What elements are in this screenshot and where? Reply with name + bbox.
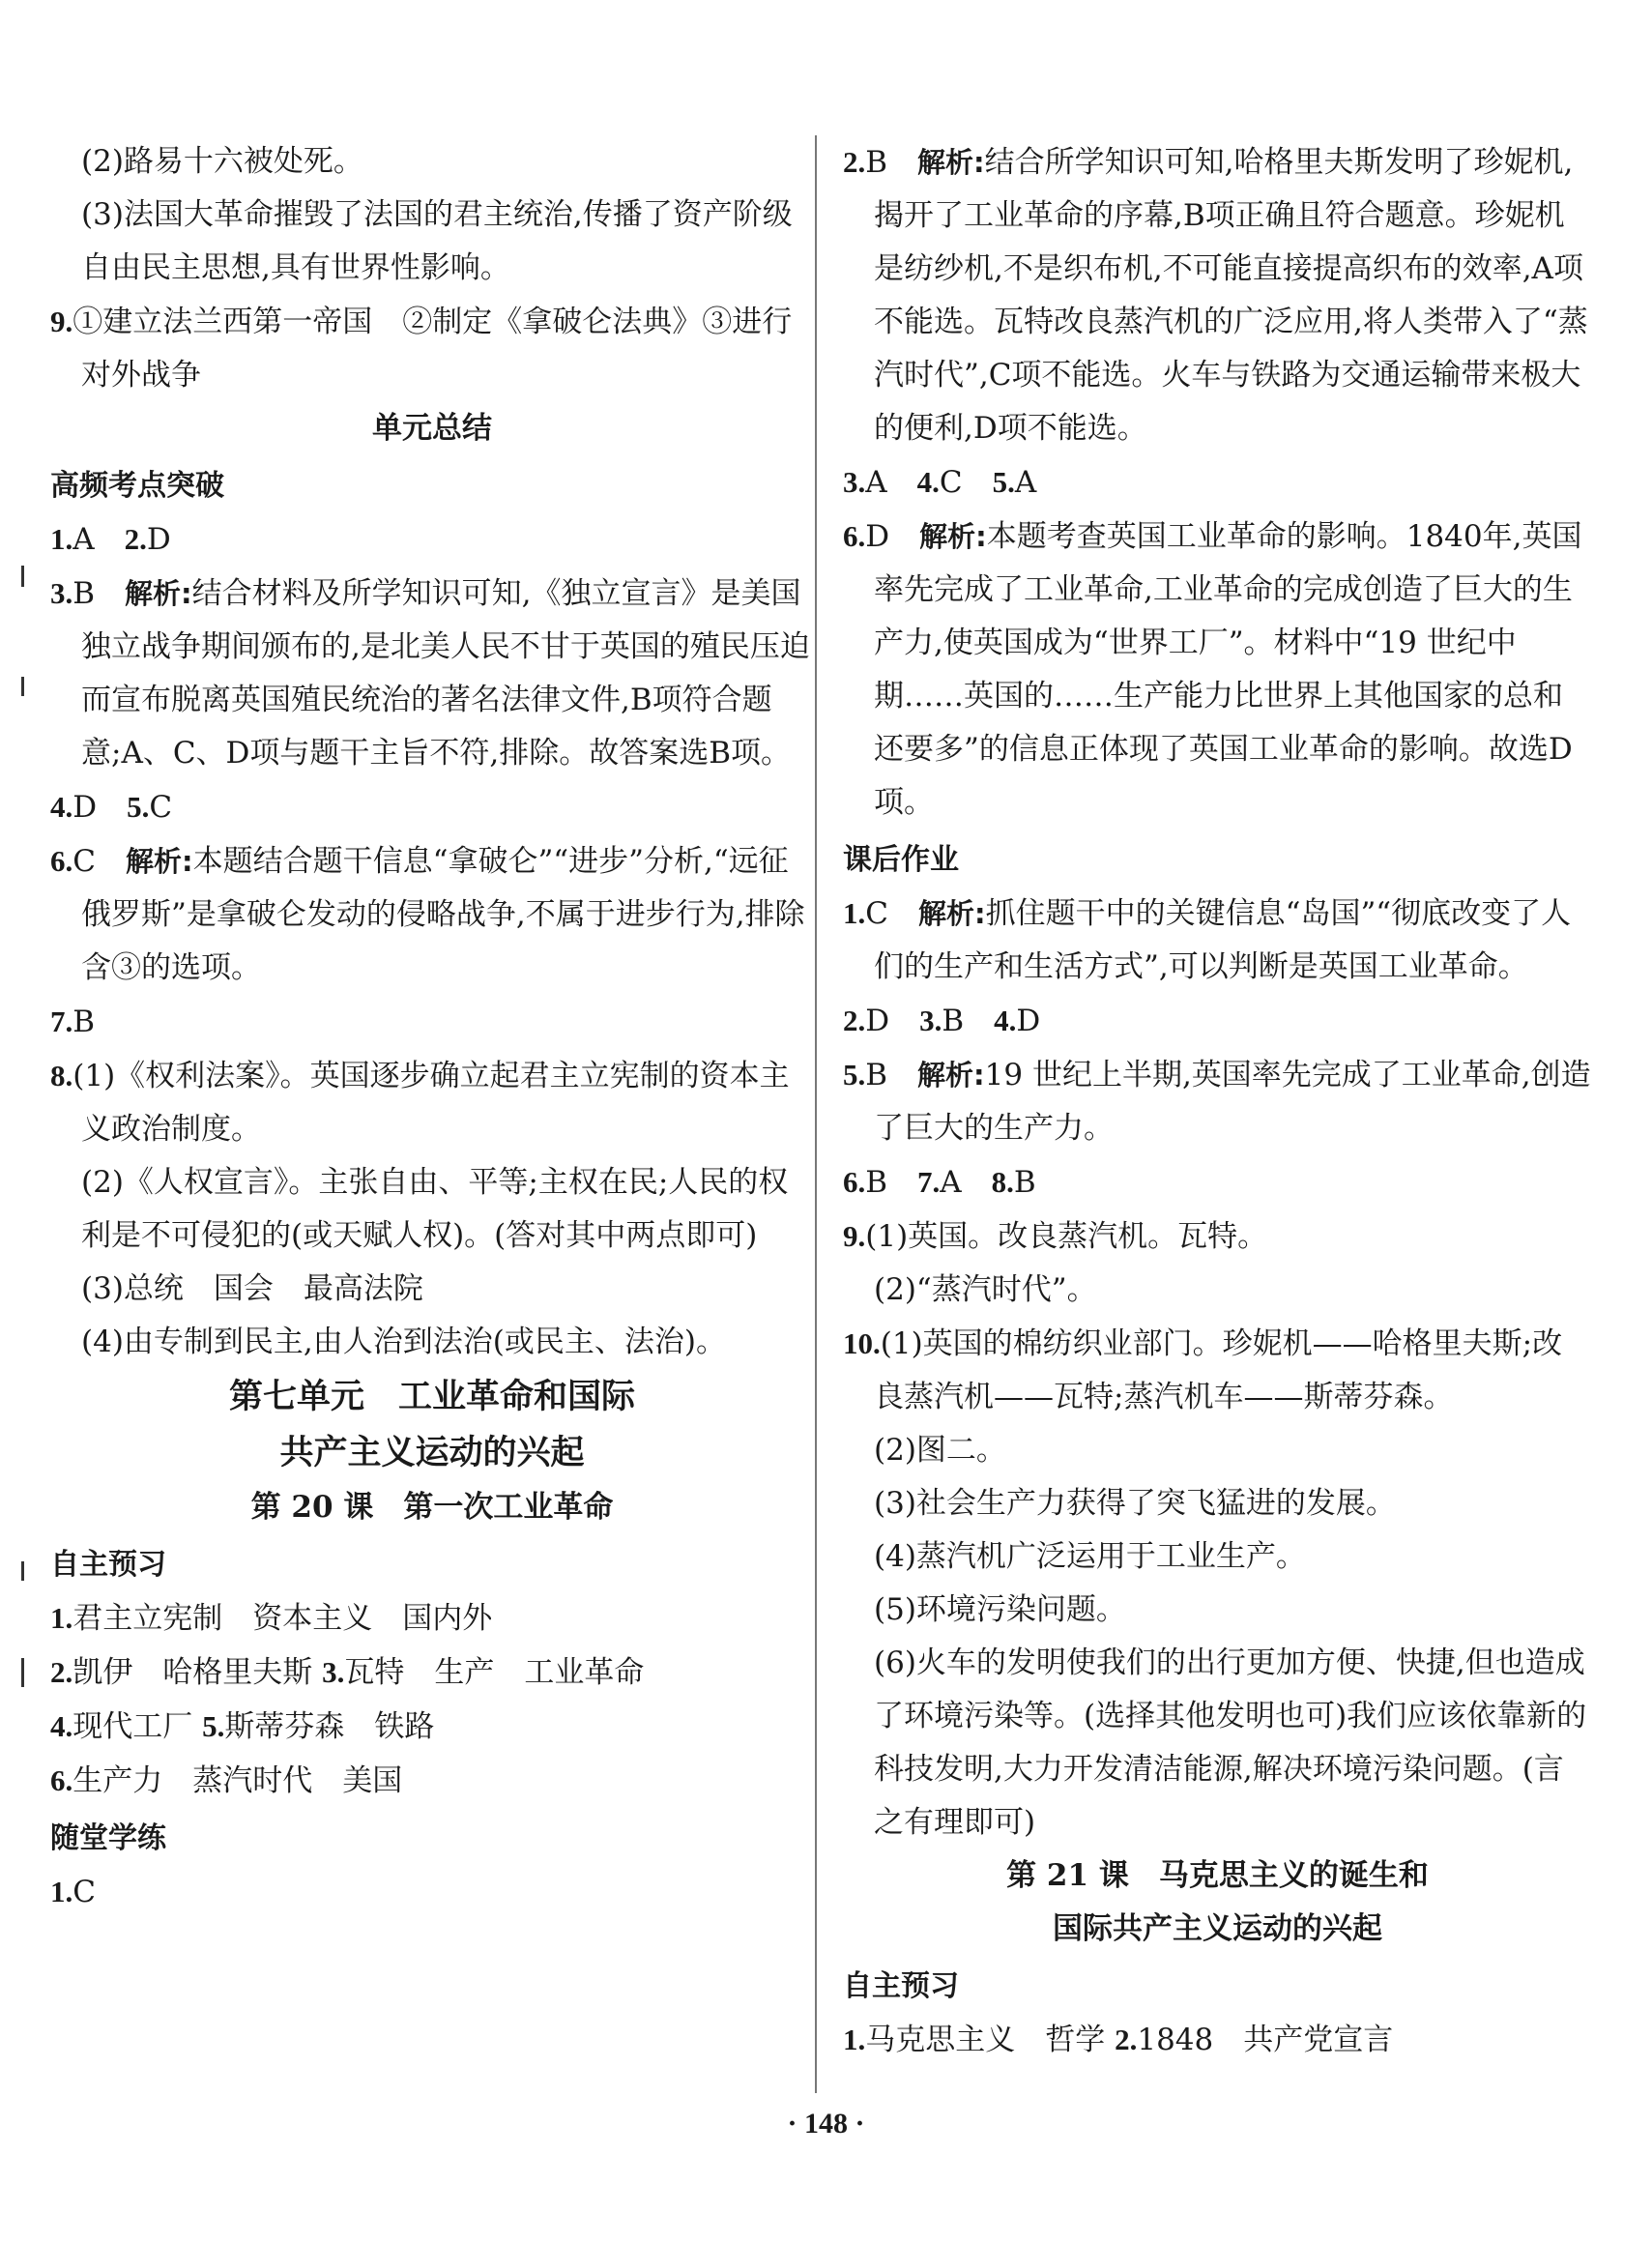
margin-mark <box>21 1658 24 1687</box>
answer-text: 现代工厂 <box>72 1709 203 1744</box>
answer-item <box>843 994 1592 1048</box>
margin-mark <box>21 677 24 696</box>
answer-text: (2)“蒸汽时代”。 <box>874 1272 1097 1307</box>
answer-text: D <box>146 522 171 557</box>
question-number: 6. <box>50 844 73 878</box>
question-number: 5. <box>992 465 1015 499</box>
answer-text: C <box>939 465 993 500</box>
answer-item <box>843 1048 1592 1155</box>
answer-item <box>50 1700 814 1754</box>
question-number: 8. <box>50 1059 73 1092</box>
answer-text: (3)总统 国会 最高法院 <box>81 1271 423 1306</box>
question-number: 2. <box>124 522 147 556</box>
answer-text: (2)图二。 <box>874 1433 1006 1468</box>
question-number: 4. <box>50 1709 73 1743</box>
answer-text: 凯伊 哈格里夫斯 <box>72 1655 323 1690</box>
analysis-label: 解析: <box>125 845 193 878</box>
answer-text: (1)英国的棉纺织业部门。珍妮机——哈格里夫斯;改良蒸汽机——瓦特;蒸汽机车——斯蒂芬森。 <box>874 1326 1563 1414</box>
subsection-heading: 自主预习 <box>50 1548 166 1582</box>
question-number: 2. <box>843 1004 866 1037</box>
answer-text: D <box>865 1004 920 1038</box>
unit-title: 第七单元 工业革命和国际 <box>228 1377 635 1416</box>
question-number: 5. <box>843 1058 866 1092</box>
subsection-heading: 随堂学练 <box>50 1821 166 1855</box>
answer-item <box>843 1155 1592 1209</box>
answer-item <box>50 1754 814 1808</box>
answer-text: A <box>940 1165 992 1200</box>
question-number: 6. <box>50 1763 73 1797</box>
answer-text: 本题考查英国工业革命的影响。1840年,英国率先完成了工业革命,工业革命的完成创造了巨大的生产力,使英国成为“世界工厂”。材料中“19 世纪中期……英国的……生产能力比世界上其他国家的总和还要多”的信息正体现了英国工业革命的影响。故选D项。 <box>874 519 1582 820</box>
answer-item <box>50 834 814 995</box>
question-number: 1. <box>843 2023 866 2056</box>
answer-text: 结合所学知识可知,哈格里夫斯发明了珍妮机,揭开了工业革命的序幕,B项正确且符合题意。珍妮机是纺纱机,不是织布机,不可能直接提高织布的效率,A项不能选。瓦特改良蒸汽机的广泛应用,将人类带入了“蒸汽时代”,C项不能选。火车与铁路为交通运输带来极大的便利,D项不能选。 <box>874 145 1588 446</box>
answer-item <box>50 995 814 1049</box>
answer-text: (3)法国大革命摧毁了法国的君主统治,传播了资产阶级自由民主思想,具有世界性影响。 <box>81 197 793 285</box>
question-number: 4. <box>916 465 940 499</box>
answer-item <box>843 510 1592 830</box>
answer-item <box>50 1865 814 1919</box>
answer-text: 抓住题干中的关键信息“岛国”“彻底改变了人们的生产和生活方式”,可以判断是英国工业革命。 <box>874 896 1572 984</box>
answer-text: B <box>72 1005 96 1039</box>
answer-text: (2)《人权宣言》。主张自由、平等;主权在民;人民的权利是不可侵犯的(或天赋人权)。(答对其中两点即可) <box>81 1165 789 1253</box>
answer-text: A <box>865 465 917 500</box>
answer-item <box>843 1209 1592 1264</box>
answer-text: C <box>72 1875 96 1909</box>
answer-item <box>843 887 1592 994</box>
answer-text: D <box>1016 1004 1041 1038</box>
question-number: 1. <box>843 896 866 930</box>
question-number: 1. <box>50 1875 73 1908</box>
subsection-heading: 高频考点突破 <box>50 469 224 503</box>
answer-item <box>843 2013 1592 2067</box>
answer-text: B <box>865 145 918 180</box>
answer-text: A <box>72 522 125 557</box>
left-column <box>50 135 814 1919</box>
answer-text: C <box>865 896 918 931</box>
answer-text: 结合材料及所学知识可知,《独立宣言》是美国独立战争期间颁布的,是北美人民不甘于英国的殖民压迫而宣布脱离英国殖民统治的著名法律文件,B项符合题意;A、C、D项与题干主旨不符,排除。故答案选B项。 <box>81 576 810 771</box>
answer-text: B <box>1013 1165 1036 1200</box>
answer-text: D <box>865 519 920 554</box>
question-number: 1. <box>50 522 73 556</box>
answer-text: (2)路易十六被处死。 <box>81 144 363 179</box>
question-number: 2. <box>843 145 866 179</box>
question-number: 1. <box>50 1601 73 1635</box>
answer-text: B <box>865 1058 918 1092</box>
question-number: 3. <box>843 465 866 499</box>
question-number: 2. <box>1115 2023 1138 2056</box>
answer-item <box>50 1645 814 1700</box>
question-number: 10. <box>843 1326 881 1360</box>
answer-text: (1)英国。改良蒸汽机。瓦特。 <box>865 1219 1268 1254</box>
section-title: 国际共产主义运动的兴起 <box>1053 1911 1382 1946</box>
answer-text: 19 世纪上半期,英国率先完成了工业革命,创造了巨大的生产力。 <box>874 1058 1591 1146</box>
question-number: 8. <box>991 1165 1014 1199</box>
answer-text: B <box>942 1004 995 1038</box>
page-number: · 148 · <box>787 2108 865 2140</box>
answer-text: (4)蒸汽机广泛运用于工业生产。 <box>874 1539 1306 1574</box>
answer-text: (5)环境污染问题。 <box>874 1592 1126 1627</box>
answer-text: 君主立宪制 资本主义 国内外 <box>72 1601 493 1636</box>
question-number: 6. <box>843 1165 866 1199</box>
answer-item <box>843 1317 1592 1424</box>
question-number: 2. <box>50 1655 73 1689</box>
answer-item <box>50 567 814 780</box>
analysis-label: 解析: <box>919 520 987 553</box>
question-number: 5. <box>202 1709 225 1743</box>
question-number: 3. <box>322 1655 345 1689</box>
question-number: 7. <box>50 1005 73 1038</box>
answer-text: (1)《权利法案》。英国逐步确立起君主立宪制的资本主义政治制度。 <box>72 1059 790 1147</box>
margin-mark <box>21 1561 24 1581</box>
answer-text: ①建立法兰西第一帝国 ②制定《拿破仑法典》③进行对外战争 <box>72 305 793 393</box>
answer-item <box>50 512 814 567</box>
section-title: 第 20 课 第一次工业革命 <box>250 1490 614 1525</box>
section-title: 第 21 课 马克思主义的诞生和 <box>1006 1858 1429 1893</box>
answer-text: C <box>149 790 173 825</box>
answer-text: 本题结合题干信息“拿破仑”“进步”分析,“远征俄罗斯”是拿破仑发动的侵略战争,不属于进步行为,排除含③的选项。 <box>81 844 805 985</box>
answer-text: 1848 共产党宣言 <box>1137 2023 1394 2057</box>
margin-mark <box>21 566 24 587</box>
answer-text: 斯蒂芬森 铁路 <box>224 1709 435 1744</box>
answer-text: B <box>72 576 126 611</box>
answer-text: B <box>865 1165 918 1200</box>
analysis-label: 解析: <box>125 577 192 610</box>
question-number: 7. <box>917 1165 941 1199</box>
question-number: 9. <box>50 305 73 338</box>
answer-text: (6)火车的发明使我们的出行更加方便、快捷,但也造成了环境污染等。(选择其他发明也可)我们应该依靠新的科技发明,大力开发清洁能源,解决环境污染问题。(言之有理即可) <box>874 1645 1587 1840</box>
answer-item <box>50 780 814 834</box>
question-number: 6. <box>843 519 866 553</box>
question-number: 4. <box>994 1004 1017 1037</box>
answer-item <box>50 1049 814 1156</box>
right-column <box>843 135 1592 2067</box>
question-number: 9. <box>843 1219 866 1253</box>
subsection-heading: 课后作业 <box>843 843 959 877</box>
answer-text: C <box>72 844 126 879</box>
answer-text: 瓦特 生产 工业革命 <box>344 1655 645 1690</box>
question-number: 3. <box>919 1004 942 1037</box>
analysis-label: 解析: <box>917 897 986 930</box>
answer-item <box>50 1591 814 1645</box>
answer-text: 马克思主义 哲学 <box>865 2023 1116 2057</box>
analysis-label: 解析: <box>917 1059 985 1092</box>
column-divider <box>815 135 817 2093</box>
subsection-heading: 自主预习 <box>843 1969 959 2003</box>
answer-text: 生产力 蒸汽时代 美国 <box>72 1763 403 1798</box>
analysis-label: 解析: <box>917 146 985 179</box>
question-number: 5. <box>127 790 150 824</box>
answer-item <box>843 455 1592 510</box>
answer-text: (4)由专制到民主,由人治到法治(或民主、法治)。 <box>81 1325 726 1359</box>
answer-item <box>843 135 1592 455</box>
unit-title: 共产主义运动的兴起 <box>279 1433 585 1472</box>
section-title: 单元总结 <box>372 411 492 446</box>
question-number: 3. <box>50 576 73 610</box>
question-number: 4. <box>50 790 73 824</box>
answer-item <box>50 295 814 402</box>
answer-text: A <box>1014 465 1037 500</box>
answer-text: (3)社会生产力获得了突飞猛进的发展。 <box>874 1486 1396 1521</box>
answer-text: D <box>72 790 128 825</box>
